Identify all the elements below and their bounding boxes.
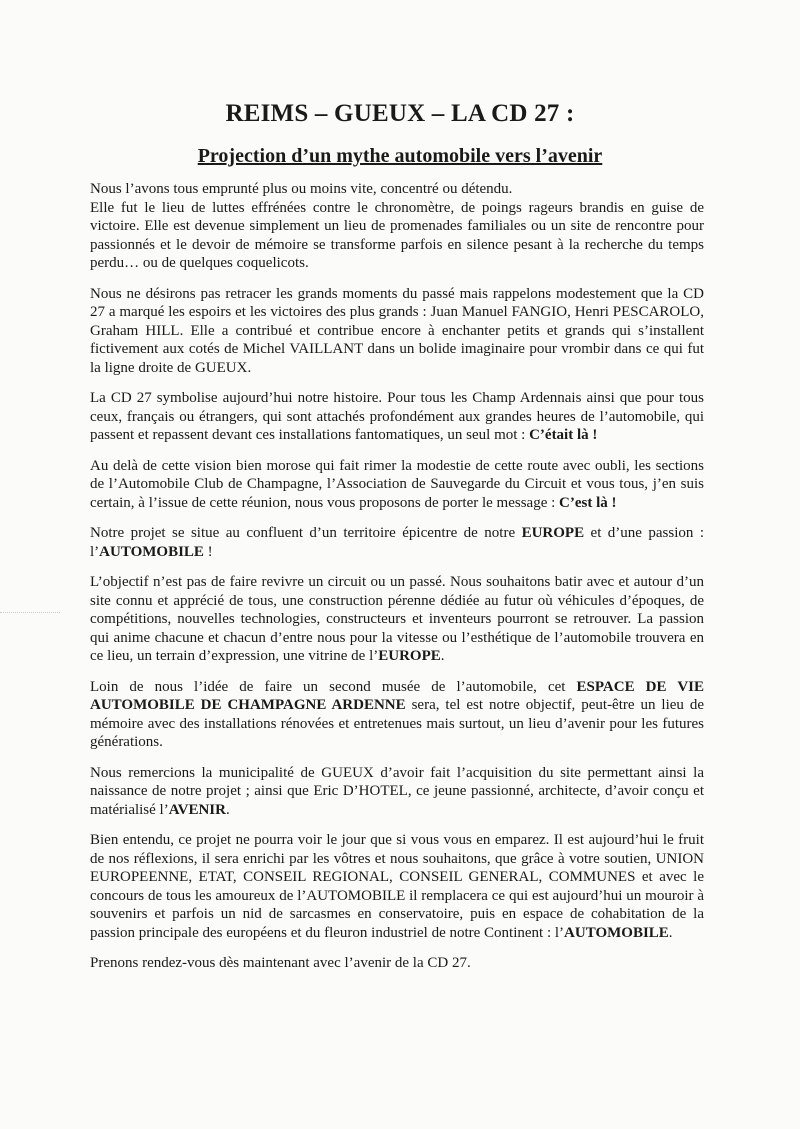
paragraph-3-text: La CD 27 symbolise aujourd’hui notre histoire. Pour tous les Champ Ardennais ainsi que pour tous ceux, français ou étrangers, qui sont attachés profondément aux grandes heures de l’automobile, qui passent et repassent devant ces installations fantomatiques, un seul mot : (90, 390, 704, 443)
paragraph-9 (90, 831, 704, 942)
paragraph-7-text-a: Loin de nous l’idée de faire un second musée de l’automobile, cet (90, 678, 566, 695)
paragraph-4 (90, 457, 704, 513)
paragraph-1 (90, 180, 704, 273)
paragraph-6-text: L’objectif n’est pas de faire revivre un circuit ou un passé. Nous souhaitons batir avec et autour d’un site connu et apprécié de tous, une construction pérenne dédiée au futur où véhicules d’époques, de compétitions, nouvelles technologies, constructeurs et inventeurs pourront se retrouver. La passion qui anime chacune et chacun d’entre nous pour la vitesse ou l’esthétique de l’automobile trouvera en ce lieu, un terrain d’expression, une vitrine de l’ (90, 574, 704, 664)
paragraph-9-text: Bien entendu, ce projet ne pourra voir le jour que si vous vous en emparez. Il est aujourd’hui le fruit de nos réflexions, il sera enrichi par les vôtres et nous souhaitons, que grâce à votre soutien, UNION EUROPEENNE, ETAT, CONSEIL REGIONAL, CONSEIL GENERAL, COMMUNES et avec le concours de tous les amoureux de l’AUTOMOBILE il remplacera ce qui est aujourd’hui un mouroir à souvenirs et parfois un nid de sarcasmes en conservatoire, puis en espace de cohabitation de la passion principale des européens et du fleuron industriel de notre Continent : l’ (90, 832, 704, 941)
paragraph-8 (90, 764, 704, 820)
paragraph-5 (90, 524, 704, 561)
paragraph-6-end: . (440, 648, 445, 664)
paragraph-8-avenir: AVENIR (168, 801, 226, 818)
paragraph-7 (90, 678, 704, 752)
paragraph-5-text-a: Notre projet se situe au confluent d’un territoire épicentre de notre (90, 525, 516, 541)
document-body (90, 180, 704, 985)
paragraph-1-line-1: Nous l’avons tous emprunté plus ou moins vite, concentré ou détendu. (90, 181, 513, 197)
paragraph-5-europe: EUROPE (521, 525, 585, 541)
paragraph-9-end: . (668, 924, 673, 941)
paragraph-3-emphasis: C’était là ! (529, 427, 598, 443)
page-subtitle: Projection d’un mythe automobile vers l’avenir (197, 145, 603, 167)
paragraph-3 (90, 389, 704, 445)
paragraph-9-automobile: AUTOMOBILE (564, 924, 669, 941)
paragraph-7-espace: ESPACE DE VIE AUTOMOBILE DE CHAMPAGNE ARDENNE (90, 678, 704, 713)
paragraph-2: Nous ne désirons pas retracer les grands moments du passé mais rappelons modestement que la CD 27 a marqué les espoirs et les victoires des plus grands : Juan Manuel FANGIO, Henri PESCAROLO, Graham HILL. Elle a contribué et contribue encore à enchanter petits et grands qui s’installent fictivement aux cotés de Michel VAILLANT dans un bolide imaginaire pour vrombir dans ce qui fut la ligne droite de GUEUX. (90, 285, 704, 376)
paragraph-8-text: Nous remercions la municipalité de GUEUX d’avoir fait l’acquisition du site permettant ainsi la naissance de notre projet ; ainsi que Eric D’HOTEL, ce jeune passionné, architecte, d’avoir conçu et matérialisé l’ (90, 764, 704, 818)
paragraph-10: Prenons rendez-vous dès maintenant avec l’avenir de la CD 27. (90, 955, 471, 971)
paragraph-4-text: Au delà de cette vision bien morose qui fait rimer la modestie de cette route avec oubli, les sections de l’Automobile Club de Champagne, l’Association de Sauvegarde du Circuit et vous tous, j’en suis certain, à l’issue de cette réunion, nous vous proposons de porter le message : (90, 457, 704, 511)
page-title: REIMS – GUEUX – LA CD 27 : (225, 100, 575, 127)
paragraph-5-automobile: AUTOMOBILE (99, 543, 204, 560)
paragraph-4-emphasis: C’est là ! (559, 494, 617, 511)
paragraph-1-rest: Elle fut le lieu de luttes effrénées contre le chronomètre, de poings rageurs brandis en guise de victoire. Elle est devenue simplement un lieu de promenades familiales ou un site de rencontre pour passionnés et le devoir de mémoire se transforme parfois en silence pesant à la recherche du temps perdu… ou de quelques coquelicots. (90, 199, 704, 271)
paragraph-5-text-c: et d’une passion : l’ (90, 525, 705, 560)
paragraph-7-text-c: sera, tel est notre objectif, peut-être un lieu de mémoire avec des installations rénovées et entretenues mais surtout, un lieu d’avenir pour les futures générations. (90, 697, 705, 750)
paragraph-5-end: ! (207, 543, 213, 560)
paragraph-6-europe: EUROPE (378, 648, 441, 664)
paragraph-6 (90, 573, 704, 666)
paragraph-8-end: . (225, 801, 230, 818)
scan-mark (0, 612, 60, 614)
